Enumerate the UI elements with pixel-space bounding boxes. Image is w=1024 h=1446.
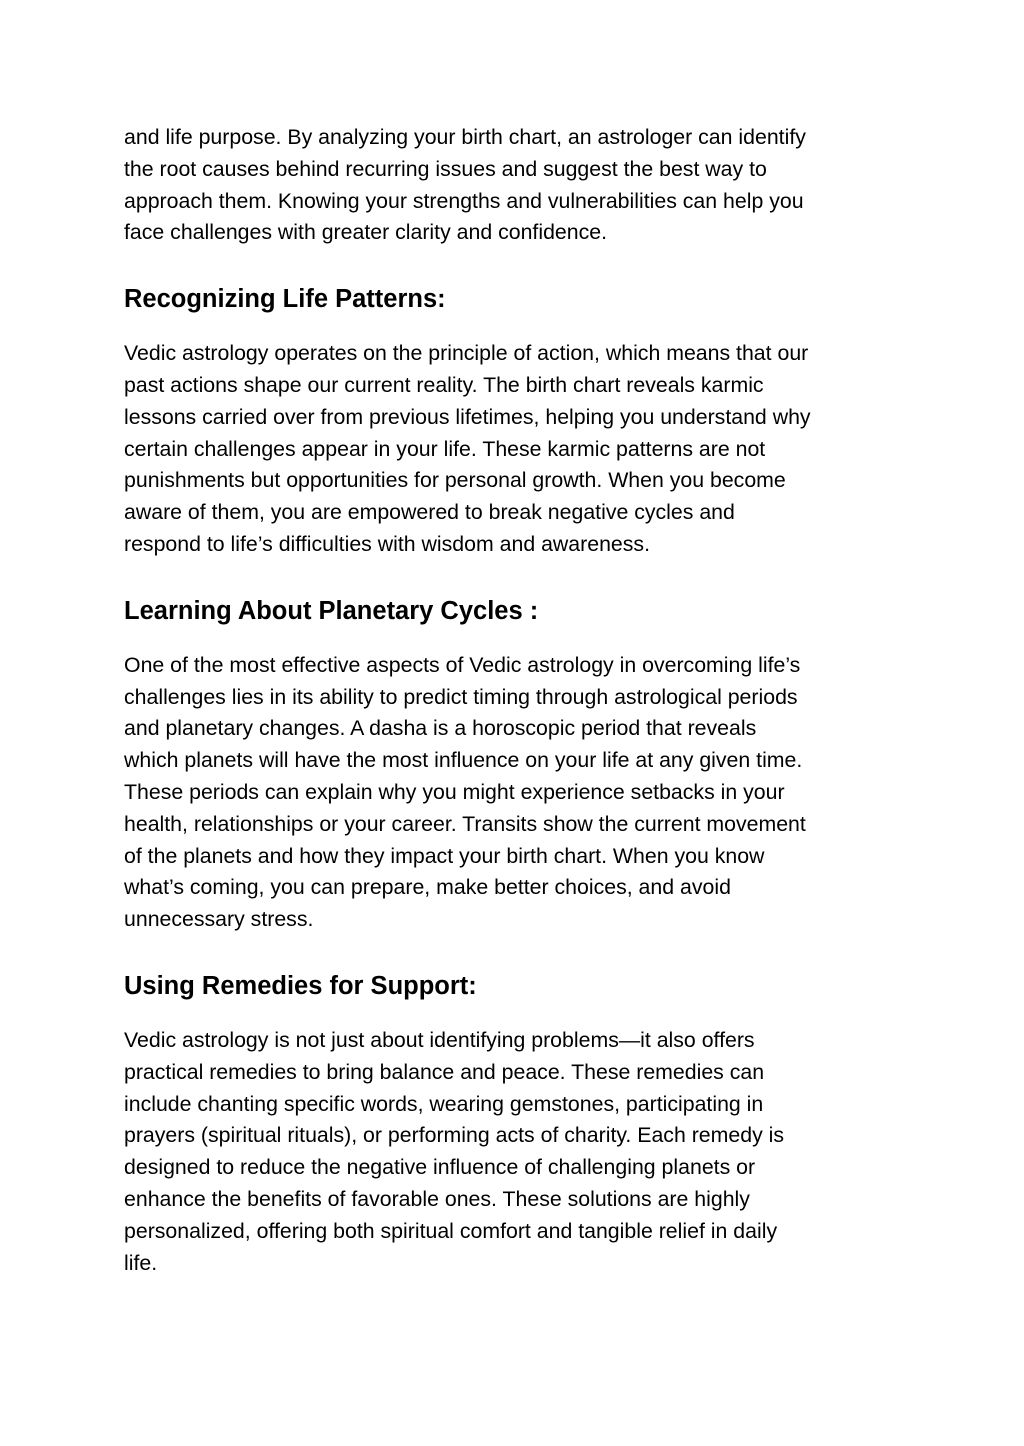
section-heading-life-patterns: Recognizing Life Patterns: xyxy=(124,285,446,314)
paragraph-line: designed to reduce the negative influence of challenging planets or xyxy=(124,1155,756,1180)
paragraph-line: face challenges with greater clarity and confidence. xyxy=(124,220,608,245)
paragraph-line: lessons carried over from previous lifetimes, helping you understand why xyxy=(124,404,811,429)
paragraph-line: the root causes behind recurring issues and suggest the best way to xyxy=(124,156,767,181)
paragraph-line: One of the most effective aspects of Vedic astrology in overcoming life’s xyxy=(124,652,801,677)
paragraph-line: Vedic astrology operates on the principle of action, which means that our xyxy=(124,341,809,366)
remedies-paragraph xyxy=(124,1025,914,1279)
section-heading-remedies: Using Remedies for Support: xyxy=(124,971,477,1000)
intro-paragraph xyxy=(124,122,914,249)
paragraph-line: unnecessary stress. xyxy=(124,907,314,932)
paragraph-line: respond to life’s difficulties with wisdom and awareness. xyxy=(124,531,650,556)
paragraph-line: include chanting specific words, wearing gemstones, participating in xyxy=(124,1091,764,1116)
life-patterns-paragraph xyxy=(124,338,914,561)
paragraph-line: health, relationships or your career. Transits show the current movement xyxy=(124,811,806,836)
paragraph-line: prayers (spiritual rituals), or performing acts of charity. Each remedy is xyxy=(124,1123,785,1148)
section-heading-planetary-cycles: Learning About Planetary Cycles : xyxy=(124,596,539,625)
paragraph-line: which planets will have the most influence on your life at any given time. xyxy=(124,748,803,773)
paragraph-line: what’s coming, you can prepare, make better choices, and avoid xyxy=(124,875,731,900)
paragraph-line: past actions shape our current reality. The birth chart reveals karmic xyxy=(124,372,764,397)
document-page xyxy=(124,122,914,1279)
paragraph-line: aware of them, you are empowered to break negative cycles and xyxy=(124,500,735,525)
paragraph-line: and life purpose. By analyzing your birth chart, an astrologer can identify xyxy=(124,125,806,149)
paragraph-line: practical remedies to bring balance and peace. These remedies can xyxy=(124,1059,765,1084)
paragraph-line: approach them. Knowing your strengths and vulnerabilities can help you xyxy=(124,188,804,213)
paragraph-line: personalized, offering both spiritual comfort and tangible relief in daily xyxy=(124,1218,778,1243)
paragraph-line: of the planets and how they impact your birth chart. When you know xyxy=(124,843,765,868)
paragraph-line: and planetary changes. A dasha is a horoscopic period that reveals xyxy=(124,716,757,741)
paragraph-line: These periods can explain why you might experience setbacks in your xyxy=(124,779,785,804)
paragraph-line: enhance the benefits of favorable ones. These solutions are highly xyxy=(124,1186,750,1211)
paragraph-line: life. xyxy=(124,1250,158,1275)
planetary-cycles-paragraph xyxy=(124,650,914,936)
paragraph-line: punishments but opportunities for personal growth. When you become xyxy=(124,468,786,493)
paragraph-line: Vedic astrology is not just about identifying problems—it also offers xyxy=(124,1027,755,1052)
paragraph-line: challenges lies in its ability to predict timing through astrological periods xyxy=(124,684,798,709)
paragraph-line: certain challenges appear in your life. These karmic patterns are not xyxy=(124,436,766,461)
